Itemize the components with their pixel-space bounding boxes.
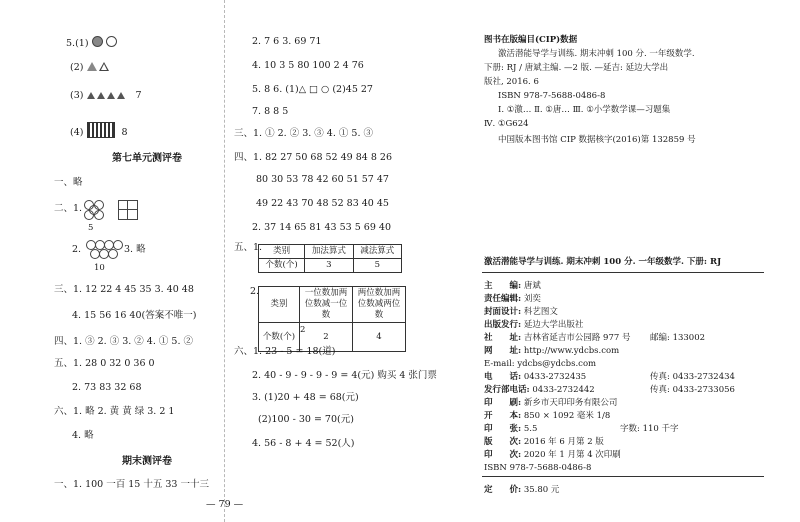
count-table-1: [258, 244, 402, 273]
label: 5.(1): [66, 38, 89, 49]
count-table-2: [258, 286, 406, 352]
answer-line: 49 22 43 70 48 52 83 40 45: [256, 198, 389, 209]
answer-line: (2)100 - 30 = 70(元): [258, 414, 354, 425]
table-cell: 4: [353, 323, 406, 352]
value: 850 × 1092 毫米 1/8: [523, 411, 611, 421]
edition-row: [484, 436, 604, 448]
label: 出版发行:: [484, 320, 522, 330]
cip-line: 激活潜能导学与训练. 期末冲刺 100 分. 一年级数学.: [498, 49, 695, 59]
answer-line: 2. 37 14 65 81 43 53 5 69 40: [252, 222, 391, 233]
triangle-icon: [117, 92, 125, 99]
filled-triangle-icon: [87, 62, 97, 71]
answer-line: 7. 8 8 5: [252, 106, 289, 117]
answer-5-4: [70, 122, 128, 139]
answer-line: 4. 10 3 5 80 100 2 4 76: [252, 60, 364, 71]
value: 0433-2732435: [523, 372, 587, 382]
section-6: 六、1. 略 2. 黄 黄 绿 3. 2 1: [54, 406, 175, 417]
answer-line: 2. 7 6 3. 69 71: [252, 36, 322, 47]
sheets-row: [484, 423, 537, 435]
table-cell-extra: 2: [300, 325, 306, 335]
circle-icon: [106, 36, 117, 47]
fax-1: 传真: 0433-2732434: [650, 372, 735, 382]
filled-circle-icon: [92, 36, 103, 47]
cip-title: 图书在版编目(CIP)数据: [484, 35, 578, 45]
value: 科艺图文: [523, 307, 558, 317]
tel-row: [484, 371, 586, 383]
value: 吉林省延吉市公园路 977 号: [523, 333, 631, 343]
grid-icon: [118, 200, 138, 220]
section-3-4: 4. 15 56 16 40(答案不唯一): [72, 310, 197, 321]
section-6: 六、1. 23 - 5 = 18(道): [234, 346, 336, 357]
unit7-title: 第七单元测评卷: [112, 153, 182, 164]
section-3: 三、1. 12 22 4 45 35 3. 40 48: [54, 284, 194, 295]
table-cell: 个数(个): [259, 323, 300, 352]
table-cell: 类别: [259, 287, 300, 323]
triangle-icon: [97, 92, 105, 99]
label: 发行部电话:: [484, 385, 530, 395]
section-6-4: 4. 略: [72, 430, 94, 441]
answer-value: 10: [94, 263, 105, 273]
page-number: — 79 —: [206, 499, 244, 510]
section-5: 五、1. 28 0 32 0 36 0: [54, 358, 155, 369]
label: (3): [70, 90, 84, 101]
cip-line: 下册: RJ / 唐斌主编. —2 版. —延吉: 延边大学出: [484, 63, 669, 73]
label: (2): [70, 62, 84, 73]
label: 主 编:: [484, 281, 522, 291]
answer-value: 5: [88, 223, 94, 233]
section-4: 四、1. 82 27 50 68 52 49 84 8 26: [234, 152, 392, 163]
table-cell: 个数(个): [259, 259, 305, 273]
value: 0433-2732442: [532, 385, 595, 395]
divider: [482, 476, 764, 477]
email: E-mail: ydcbs@ydcbs.com: [484, 359, 597, 369]
fax-2: 传真: 0433-2733056: [650, 385, 735, 395]
book-title: 激活潜能导学与训练. 期末冲刺 100 分. 一年级数学. 下册: RJ: [484, 257, 722, 267]
cip-line: 中国版本图书馆 CIP 数据核字(2016)第 132859 号: [498, 135, 696, 145]
answer-line: 2. 40 - 9 - 9 - 9 - 9 = 4(元) 购买 4 张门票: [252, 370, 437, 381]
address-row: [484, 332, 630, 344]
label: 印 刷:: [484, 398, 522, 408]
word-count: 字数: 110 千字: [620, 424, 679, 434]
answer-line: 5. 8 6. (1)△ □ ○ (2)45 27: [252, 84, 373, 95]
website-row: [484, 345, 619, 357]
value: 8: [121, 127, 128, 138]
value: 唐斌: [523, 281, 541, 291]
answer-line: 80 30 53 78 42 60 51 57 47: [256, 174, 389, 185]
value: 新乡市天印印务有限公司: [523, 398, 618, 408]
label: (4): [70, 127, 84, 138]
table-cell: 减法算式: [353, 245, 401, 259]
cip-line: ISBN 978-7-5688-0486-8: [498, 91, 606, 101]
section-5-2: 2.: [250, 286, 260, 297]
section-2-c: 3. 略: [124, 244, 146, 255]
section-4: 四、1. ③ 2. ③ 3. ② 4. ① 5. ②: [54, 336, 193, 347]
table-cell: 类别: [259, 245, 305, 259]
table-cell: 加法算式: [305, 245, 353, 259]
label: 印 次:: [484, 450, 522, 460]
label: 版 次:: [484, 437, 522, 447]
impression-row: [484, 449, 621, 461]
answer-5-1: [66, 36, 120, 50]
label: 印 张:: [484, 424, 522, 434]
label: 定 价:: [484, 485, 522, 495]
table-cell: 2: [300, 323, 353, 352]
answer-5-3: [70, 90, 142, 102]
triangle-icon: [99, 62, 109, 71]
value: 2016 年 6 月第 2 版: [523, 437, 604, 447]
final-section-1: 一、1. 100 一百 15 十五 33 一十三: [54, 479, 209, 490]
table-cell: 5: [353, 259, 401, 273]
editor-row: [484, 280, 541, 292]
column-divider: [224, 0, 225, 522]
divider: [482, 272, 764, 273]
label: 开 本:: [484, 411, 522, 421]
label: 社 址:: [484, 333, 522, 343]
dist-row: [484, 384, 595, 396]
answer-5-2: [70, 62, 111, 74]
value: 延边大学出版社: [523, 320, 584, 330]
section-2-b: 2.: [72, 244, 82, 255]
value: 2020 年 1 月第 4 次印刷: [523, 450, 621, 460]
answer-line: 4. 56 - 8 + 4 = 52(人): [252, 438, 355, 449]
cover-row: [484, 306, 558, 318]
answer-line: 3. (1)20 + 48 = 68(元): [252, 392, 359, 403]
value: 5.5: [523, 424, 538, 434]
format-row: [484, 410, 610, 422]
resp-row: [484, 293, 541, 305]
section-5: 五、1.: [234, 242, 263, 253]
section-5-2: 2. 73 83 32 68: [72, 382, 142, 393]
zip: 邮编: 133002: [650, 333, 706, 343]
value: 刘奕: [523, 294, 541, 304]
label: 责任编辑:: [484, 294, 522, 304]
value: 35.80 元: [523, 485, 560, 495]
table-cell: 3: [305, 259, 353, 273]
label: 封面设计:: [484, 307, 522, 317]
cip-line: 版社, 2016. 6: [484, 77, 539, 87]
publisher-row: [484, 319, 583, 331]
value: 7: [135, 90, 142, 101]
cip-line: Ⅰ. ①激… Ⅱ. ①唐… Ⅲ. ①小学数学课—习题集: [498, 105, 671, 115]
sticks-icon: [87, 122, 115, 138]
isbn: ISBN 978-7-5688-0486-8: [484, 463, 592, 473]
label: 电 话:: [484, 372, 522, 382]
section-1: 一、略: [54, 177, 83, 188]
cip-line: Ⅳ. ①G624: [484, 119, 529, 129]
section-3: 三、1. ① 2. ② 3. ③ 4. ① 5. ③: [234, 128, 373, 139]
printer-row: [484, 397, 617, 409]
label: 网 址:: [484, 346, 522, 356]
triangle-icon: [87, 92, 95, 99]
price-row: [484, 484, 559, 496]
section-2-label: 二、1.: [54, 203, 83, 214]
final-title: 期末测评卷: [122, 456, 172, 467]
triangle-icon: [107, 92, 115, 99]
table-cell: 两位数加两位数减两位数: [353, 287, 406, 323]
table-cell: 一位数加两位数减一位数: [300, 287, 353, 323]
value: http://www.ydcbs.com: [523, 346, 620, 356]
